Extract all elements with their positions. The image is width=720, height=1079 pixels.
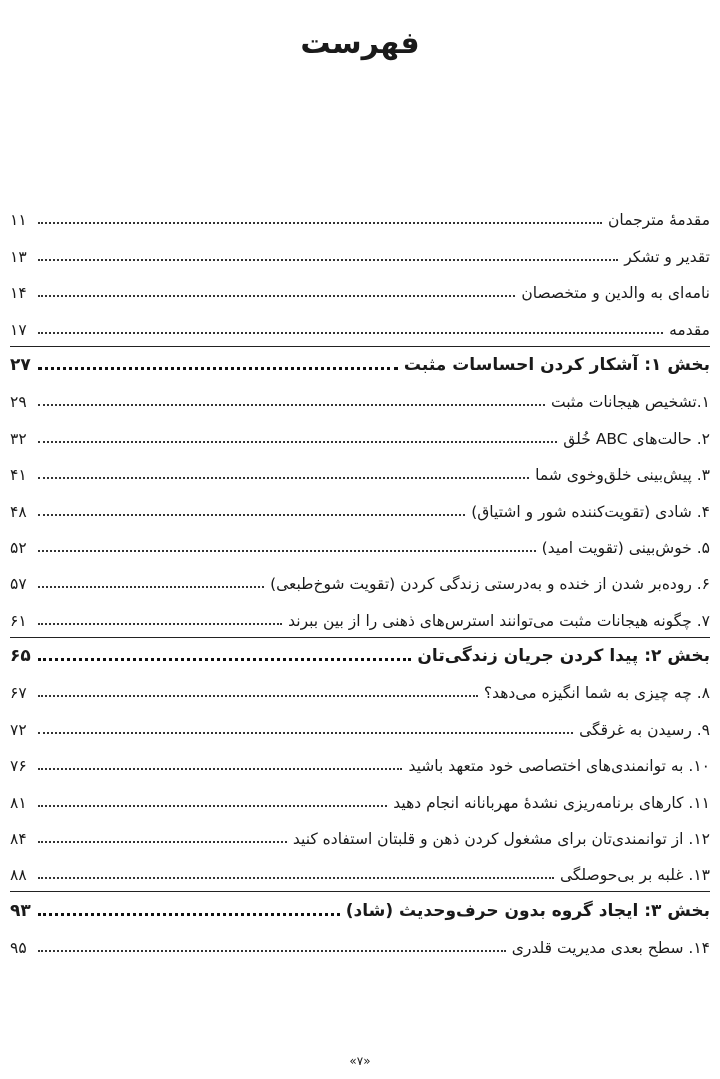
toc-page-number: ۴۸ [10,502,27,521]
toc-entry [10,564,710,600]
toc-page-number: ۸۱ [10,793,27,812]
toc-page-number: ۱۴ [10,284,27,303]
toc-entry-title: بخش ۲: پیدا کردن جریان زندگی‌تان [417,646,710,667]
page-title: فهرست [300,26,420,61]
toc-page-number: ۵۲ [10,538,27,557]
toc-entry-title: بخش ۳: ایجاد گروه بدون حرف‌وحدیث (شاد) [345,900,710,921]
toc-page-number: ۲۷ [10,354,31,375]
dot-leader [38,695,478,697]
toc-entry [10,819,710,855]
table-of-contents [10,200,710,964]
toc-page-number: ۱۱ [10,211,27,230]
toc-page-number: ۹۳ [10,900,31,921]
toc-entry-title: نامه‌ای به والدین و متخصصان [521,284,710,303]
dot-leader [38,877,554,879]
toc-entry-title: ۱.تشخیص هیجانات مثبت [550,393,710,412]
dot-leader [38,441,557,443]
dot-leader [38,658,411,661]
toc-entry [10,928,710,964]
toc-entry-title: ۲. حالت‌های ABC خُلق [563,429,710,448]
toc-page-number: ۶۵ [10,646,31,667]
toc-entry [10,418,710,454]
toc-page-number: ۸۴ [10,830,27,849]
toc-page-number: ۳۲ [10,429,27,448]
toc-entry-title: ۶. روده‌بر شدن از خنده و به‌درستی زندگی کردن (تقویت شوخ‌طبعی) [270,575,710,594]
dot-leader [38,404,545,406]
toc-entry [10,600,710,636]
toc-entry [10,491,710,527]
dot-leader [38,913,340,916]
page-number-footer: «۷» [349,1054,371,1068]
toc-entry-title: مقدمه [669,320,710,339]
toc-entry [10,528,710,564]
toc-page-number: ۲۹ [10,393,27,412]
toc-page-number: ۷۶ [10,757,27,776]
toc-page-number: ۱۷ [10,320,27,339]
toc-page-number: ۱۳ [10,247,27,266]
dot-leader [38,514,465,516]
toc-page-number: ۶۷ [10,684,27,703]
toc-entry [10,382,710,418]
dot-leader [38,950,506,952]
dot-leader [38,586,264,588]
toc-entry-title: ۱۱. کارهای برنامه‌ریزی نشدۀ مهربانانه انجام دهید [393,793,710,812]
toc-part-entry [10,637,710,673]
dot-leader [38,222,602,224]
toc-page-number: ۹۵ [10,939,27,958]
toc-page-number: ۶۱ [10,611,27,630]
toc-entry [10,746,710,782]
toc-entry [10,709,710,745]
toc-part-entry [10,891,710,927]
dot-leader [38,805,387,807]
toc-entry [10,200,710,236]
toc-entry-title: ۱۰. به توانمندی‌های اختصاصی خود متعهد باشید [408,757,710,776]
toc-page-number: ۷۲ [10,720,27,739]
dot-leader [38,295,515,297]
dot-leader [38,332,663,334]
toc-entry-title: مقدمۀ مترجمان [608,211,710,230]
toc-entry-title: ۸. چه چیزی به شما انگیزه می‌دهد؟ [483,684,710,703]
toc-entry-title: ۹. رسیدن به غرقگی [579,720,710,739]
toc-part-entry [10,346,710,382]
dot-leader [38,550,536,552]
toc-entry [10,673,710,709]
toc-entry-title: ۷. چگونه هیجانات مثبت می‌توانند استرس‌های ذهنی را از بین ببرند [288,611,710,630]
toc-entry-title: تقدیر و تشکر [624,247,710,266]
toc-entry [10,782,710,818]
toc-entry-title: ۵. خوش‌بینی (تقویت امید) [541,538,710,557]
toc-entry-title: ۱۴. سطح بعدی مدیریت قلدری [511,939,710,958]
toc-entry [10,309,710,345]
dot-leader [38,623,282,625]
toc-entry [10,455,710,491]
toc-entry [10,855,710,891]
toc-entry-title: ۱۳. غلبه بر بی‌حوصلگی [559,866,710,885]
toc-page-number: ۸۸ [10,866,27,885]
toc-entry-title: ۴. شادی (تقویت‌کننده شور و اشتیاق) [471,502,710,521]
toc-entry [10,273,710,309]
dot-leader [38,841,287,843]
toc-entry-title: ۱۲. از توانمندی‌تان برای مشغول کردن ذهن و قلبتان استفاده کنید [292,830,710,849]
dot-leader [38,477,529,479]
dot-leader [38,768,402,770]
dot-leader [38,367,398,370]
toc-page-number: ۴۱ [10,466,27,485]
toc-entry-title: ۳. پیش‌بینی خلق‌وخوی شما [535,466,710,485]
toc-entry-title: بخش ۱: آشکار کردن احساسات مثبت [403,354,710,375]
dot-leader [38,732,573,734]
toc-entry [10,236,710,272]
toc-page-number: ۵۷ [10,575,27,594]
dot-leader [38,259,618,261]
